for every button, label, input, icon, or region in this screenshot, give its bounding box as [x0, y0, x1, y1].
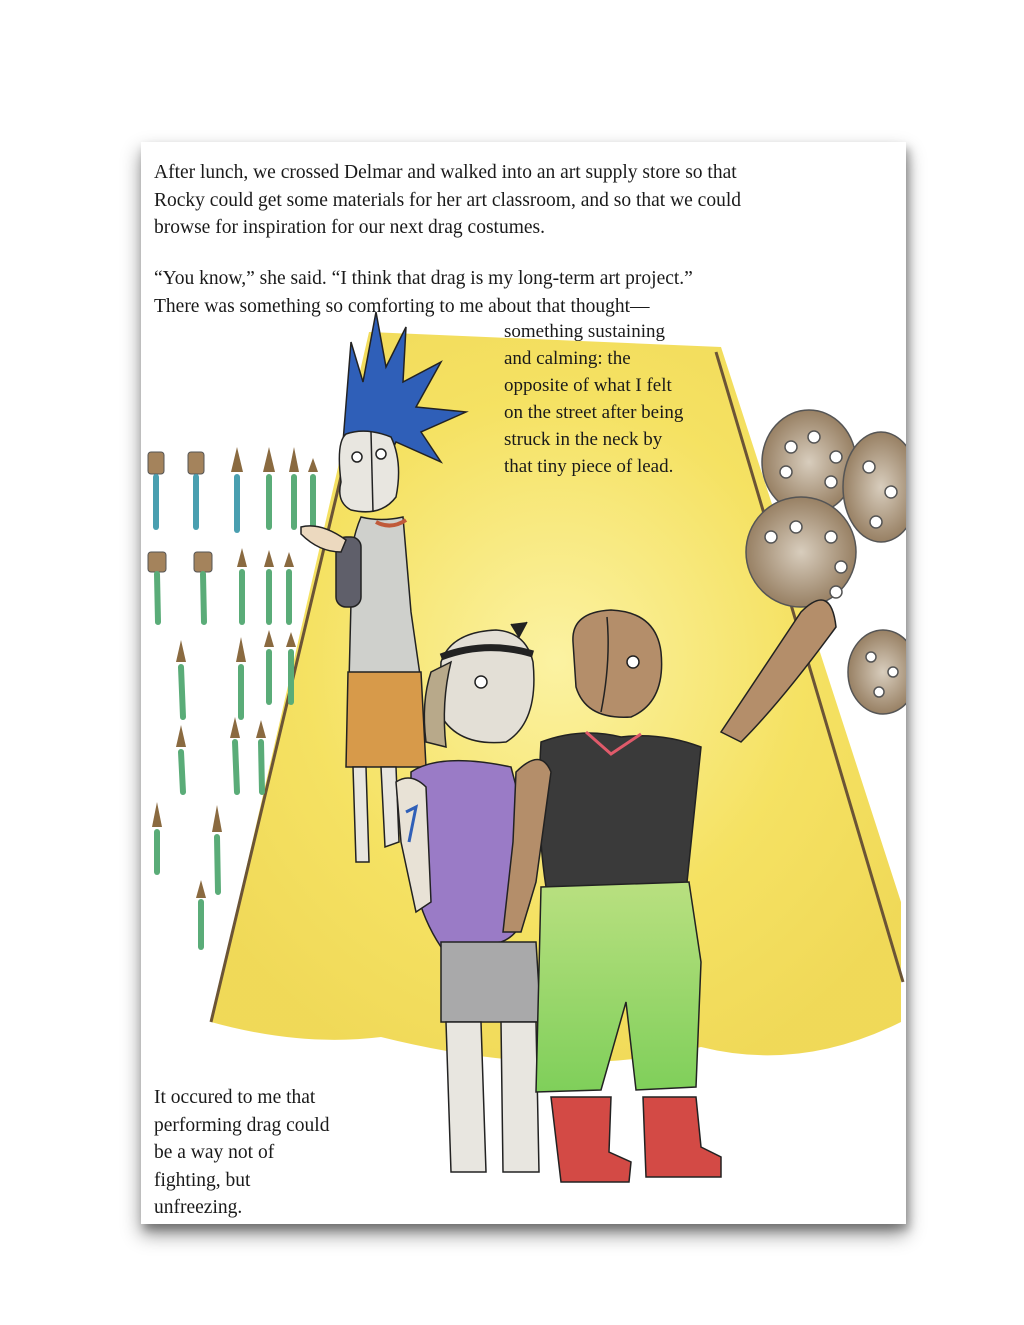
text-line: be a way not of — [154, 1142, 275, 1163]
text-line: that tiny piece of lead. — [504, 456, 674, 477]
text-line: something sustaining — [504, 321, 665, 342]
storybook-page — [141, 142, 906, 1224]
paragraph-closing — [154, 1084, 394, 1222]
text-line: After lunch, we crossed Delmar and walked into an art supply store so that — [154, 162, 737, 183]
text-line: It occured to me that — [154, 1087, 316, 1108]
text-line: struck in the neck by — [504, 429, 663, 450]
text-line: There was something so comforting to me about that thought— — [154, 295, 650, 317]
text-line: performing drag could — [154, 1114, 330, 1136]
text-line: opposite of what I felt — [504, 375, 672, 396]
paragraph-opening — [154, 159, 899, 242]
paragraph-continuation — [504, 318, 764, 480]
text-line: unfreezing. — [154, 1197, 243, 1218]
text-line: on the street after being — [504, 402, 684, 423]
text-line: “You know,” she said. “I think that drag is my long-term art project.” — [154, 268, 693, 289]
text-line: and calming: the — [504, 348, 631, 369]
paragraph-quote — [154, 265, 899, 320]
text-line: fighting, but — [154, 1169, 251, 1191]
text-line: Rocky could get some materials for her art classroom, and so that we could — [154, 189, 741, 211]
text-line: browse for inspiration for our next drag costumes. — [154, 217, 545, 238]
